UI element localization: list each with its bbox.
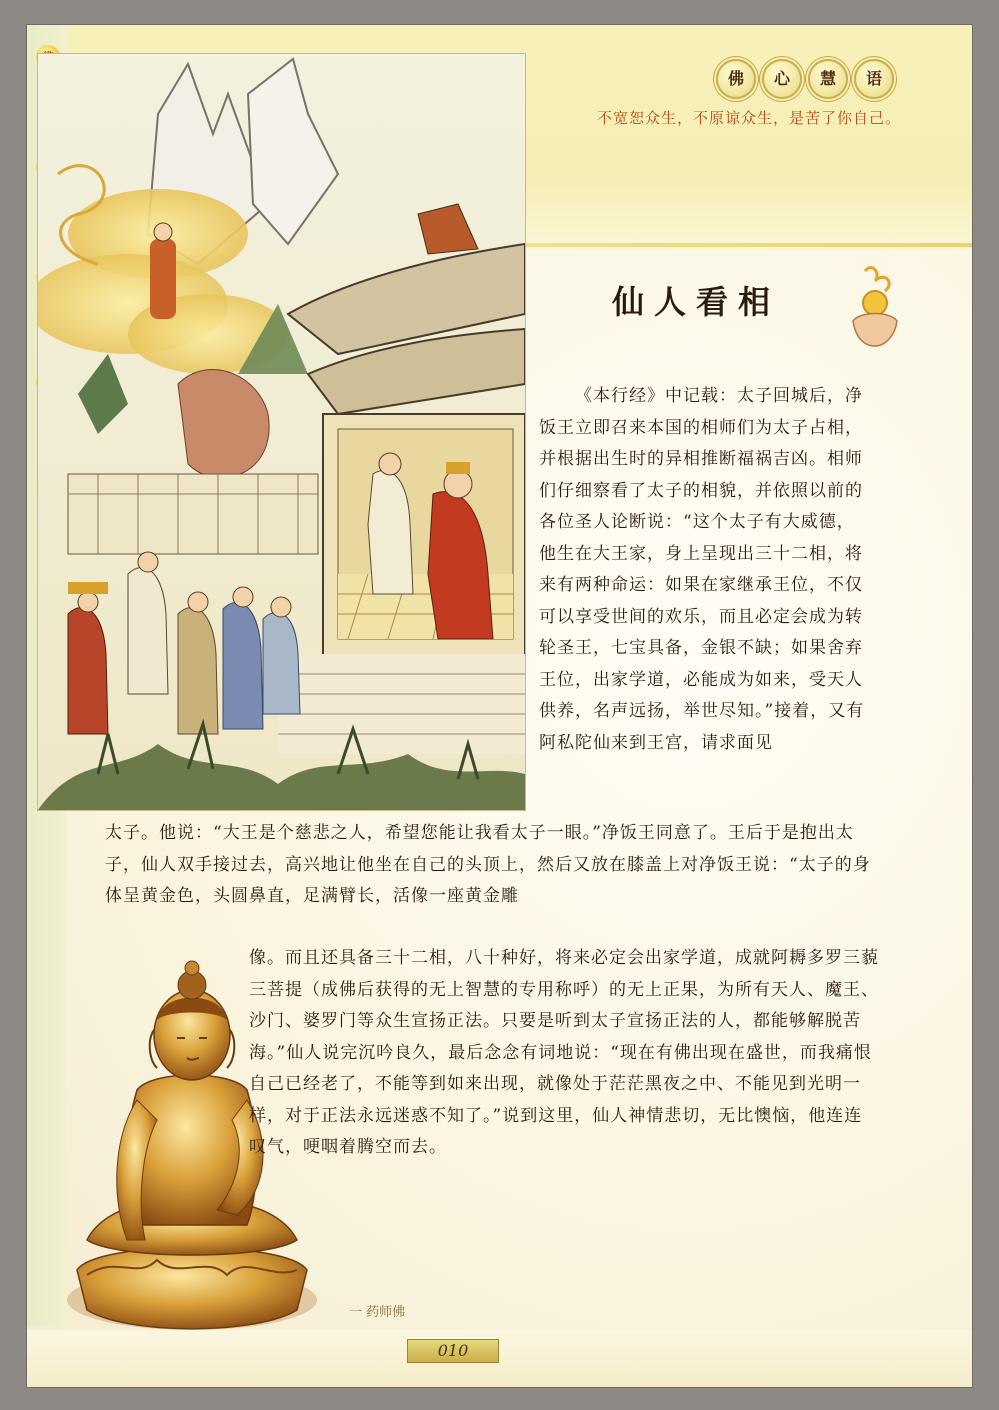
hand-flame-icon [845,261,905,351]
quote-band-rule [517,243,972,247]
quote-text: 不宽恕众生，不原谅众生，是苦了你自己。 [597,109,902,127]
header-badge: 心 [762,59,802,99]
body-column [539,381,871,759]
body-paragraph: 《本行经》中记载：太子回城后，净饭王立即召来本国的相师们为太子占相，并根据出生时的异相推断福祸吉凶。相师们仔细察看了太子的相貌，并依照以前的各位圣人论断说：“这个太子有大威德，他生在大王家，身上呈现出三十二相，将来有两种命运：如果在家继承王位，不仅可以享受世间的欢乐，而且必定会成为转轮圣王，七宝具备，金银不缺；如果舍弃王位，出家学道，必能成为如来，受天人供养，名声远扬，举世尽知。”接着，又有阿私陀仙来到王宫，请求面见 [539,386,865,753]
header-badge: 语 [854,59,894,99]
footer-band [27,1330,972,1387]
image-caption: 一 药师佛 [349,1305,406,1320]
article-title: 仙人看相 [612,283,781,321]
header-badge: 佛 [716,59,756,99]
header-badge: 慧 [808,59,848,99]
body-wrap: 像。而且还具备三十二相，八十种好，将来必定会出家学道，成就阿耨多罗三藐三菩提（成佛后获得的无上智慧的专用称呼）的无上正果，为所有天人、魔王、沙门、婆罗门等众生宣扬正法。只要是听到太子宣扬正法的人，都能够解脱苦海。”仙人说完沉吟良久，最后念念有词地说：“现在有佛出现在盛世，而我痛恨自己已经老了，不能等到如来出现，就像处于茫茫黑夜之中、不能见到光明一样，对于正法永远迷惑不知了。”说到这里，仙人神情悲切，无比懊恼，他连连叹气，哽咽着腾空而去。 [249,948,879,1157]
page-number: 010 [407,1339,499,1363]
palace-illustration [37,53,526,811]
page [27,25,972,1387]
header-badges [716,59,894,99]
body-wide: 太子。他说：“大王是个慈悲之人，希望您能让我看太子一眼。”净饭王同意了。王后于是抱出太子，仙人双手接过去，高兴地让他坐在自己的头顶上，然后又放在膝盖上对净饭王说：“太子的身体呈黄金色，头圆鼻直，足满臂长，活像一座黄金雕 [105,823,871,906]
